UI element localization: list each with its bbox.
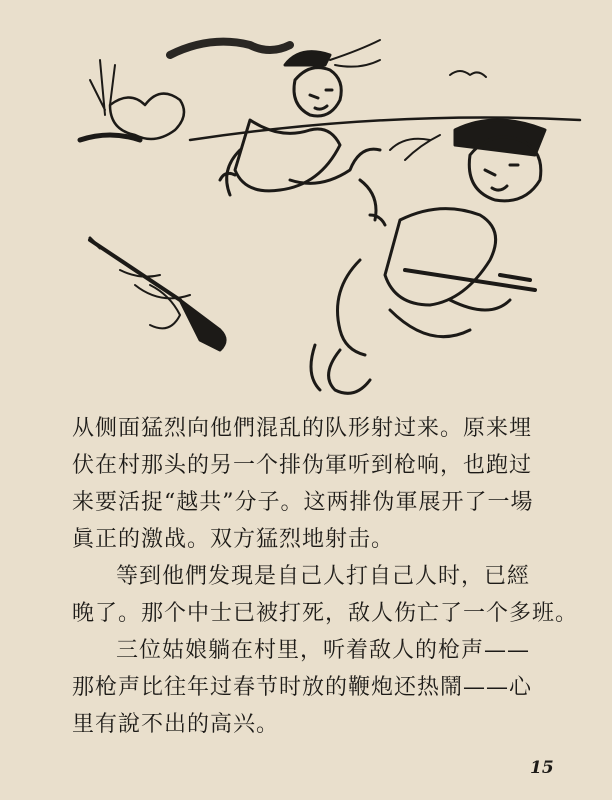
cartoon-illustration bbox=[60, 20, 600, 420]
text-line: 从侧面猛烈向他們混乱的队形射过来。原来埋 bbox=[72, 416, 533, 441]
page-number: 15 bbox=[530, 758, 554, 778]
text-line: 里有說不出的高兴。 bbox=[72, 712, 280, 737]
text-line: 来要活捉“越共”分子。这两排伪軍展开了一場 bbox=[72, 490, 534, 515]
text-line: 等到他們发現是自己人打自己人时，已經 bbox=[116, 564, 531, 589]
text-line: 伏在村那头的另一个排伪軍听到枪响，也跑过 bbox=[72, 453, 533, 478]
text-line: 晚了。那个中士已被打死，敌人伤亡了一个多班。 bbox=[72, 601, 579, 626]
body-text bbox=[72, 410, 582, 743]
text-line: 眞正的激战。双方猛烈地射击。 bbox=[72, 527, 395, 552]
fleeing-soldiers-drawing bbox=[60, 20, 600, 420]
text-line: 三位姑娘躺在村里，听着敌人的枪声—— bbox=[116, 638, 531, 663]
text-line: 那枪声比往年过春节时放的鞭炮还热鬧——心 bbox=[72, 675, 533, 700]
